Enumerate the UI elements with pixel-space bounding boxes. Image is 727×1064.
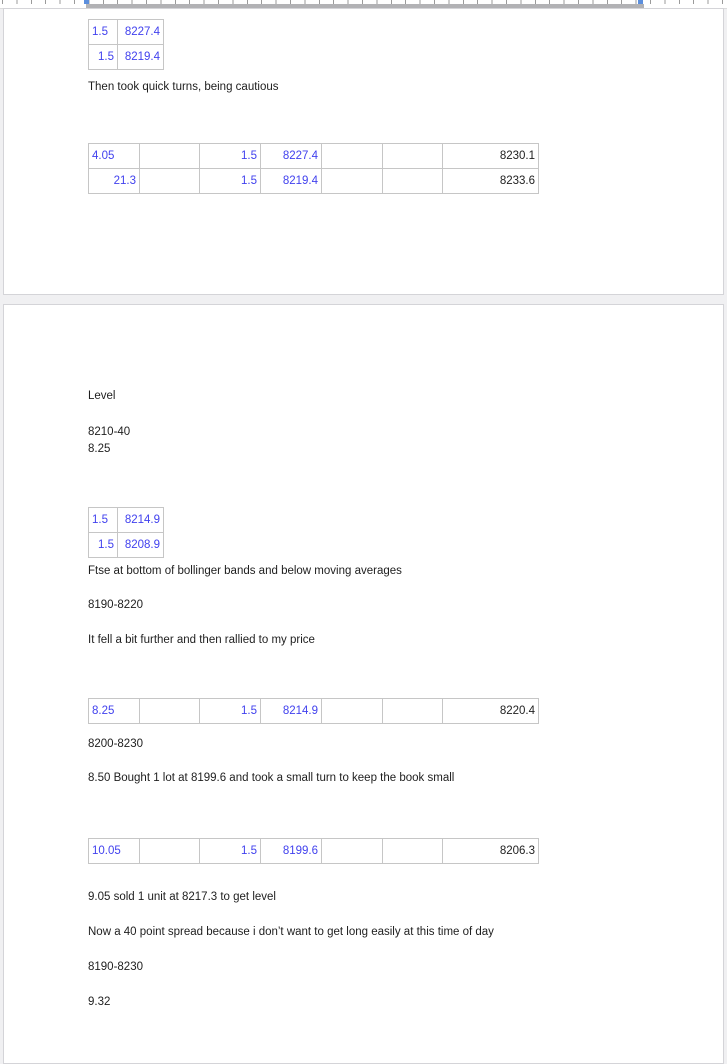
table-cell[interactable] — [383, 144, 443, 169]
trade-table-page2-a — [88, 698, 539, 724]
table-cell[interactable]: 8199.6 — [261, 839, 322, 864]
table-cell[interactable] — [140, 839, 200, 864]
table-row — [89, 45, 164, 70]
paragraph-range-a[interactable]: 8210-40 — [88, 426, 131, 438]
table-cell[interactable]: 8219.4 — [261, 169, 322, 194]
table-cell[interactable]: 8233.6 — [443, 169, 539, 194]
table-cell[interactable]: 8214.9 — [261, 699, 322, 724]
paragraph-range-c[interactable]: 8200-8230 — [88, 738, 143, 750]
paragraph-time-b[interactable]: 9.32 — [88, 996, 111, 1008]
table-cell[interactable]: 1.5 — [89, 533, 118, 558]
paragraph-sold[interactable]: 9.05 sold 1 unit at 8217.3 to get level — [88, 891, 276, 903]
ruler-indent-marker-right[interactable] — [638, 0, 643, 4]
table-cell[interactable]: 21.3 — [89, 169, 140, 194]
table-row — [89, 699, 539, 724]
table-cell[interactable] — [322, 144, 383, 169]
table-row — [89, 839, 539, 864]
table-row — [89, 169, 539, 194]
table-cell[interactable]: 8227.4 — [261, 144, 322, 169]
document-page-2 — [3, 304, 724, 1064]
paragraph-bought[interactable]: 8.50 Bought 1 lot at 8199.6 and took a small turn to keep the book small — [88, 772, 455, 784]
table-cell[interactable]: 1.5 — [200, 144, 261, 169]
paragraph-ftse[interactable]: Ftse at bottom of bollinger bands and below moving averages — [88, 565, 402, 577]
table-cell[interactable]: 1.5 — [200, 169, 261, 194]
table-row — [89, 144, 539, 169]
table-cell[interactable]: 1.5 — [200, 839, 261, 864]
table-cell[interactable] — [383, 699, 443, 724]
mini-trade-table-2 — [88, 507, 164, 558]
ruler-indent-marker-left[interactable] — [84, 0, 89, 4]
paragraph-range-d[interactable]: 8190-8230 — [88, 961, 143, 973]
table-row — [89, 20, 164, 45]
table-cell[interactable] — [322, 169, 383, 194]
table-cell[interactable]: 8230.1 — [443, 144, 539, 169]
table-row — [89, 508, 164, 533]
table-cell[interactable]: 1.5 — [89, 20, 118, 45]
paragraph-turns[interactable]: Then took quick turns, being cautious — [88, 81, 279, 93]
paragraph-level[interactable]: Level — [88, 390, 116, 402]
table-cell[interactable] — [383, 169, 443, 194]
table-cell[interactable]: 8214.9 — [118, 508, 164, 533]
table-cell[interactable]: 8227.4 — [118, 20, 164, 45]
table-cell[interactable]: 8.25 — [89, 699, 140, 724]
paragraph-spread[interactable]: Now a 40 point spread because i don’t want to get long easily at this time of day — [88, 926, 494, 938]
table-cell[interactable]: 4.05 — [89, 144, 140, 169]
table-cell[interactable] — [140, 144, 200, 169]
table-cell[interactable]: 8219.4 — [118, 45, 164, 70]
paragraph-fell[interactable]: It fell a bit further and then rallied to my price — [88, 634, 315, 646]
paragraph-time-a[interactable]: 8.25 — [88, 443, 111, 455]
table-cell[interactable]: 1.5 — [200, 699, 261, 724]
trade-table-page2-b — [88, 838, 539, 864]
table-cell[interactable]: 8206.3 — [443, 839, 539, 864]
table-cell[interactable]: 1.5 — [89, 45, 118, 70]
table-cell[interactable]: 1.5 — [89, 508, 118, 533]
table-cell[interactable] — [322, 699, 383, 724]
table-cell[interactable] — [322, 839, 383, 864]
table-cell[interactable] — [140, 169, 200, 194]
table-cell[interactable]: 8220.4 — [443, 699, 539, 724]
table-cell[interactable]: 10.05 — [89, 839, 140, 864]
mini-trade-table-1 — [88, 19, 164, 70]
table-cell[interactable]: 8208.9 — [118, 533, 164, 558]
paragraph-range-b[interactable]: 8190-8220 — [88, 599, 143, 611]
table-cell[interactable] — [383, 839, 443, 864]
table-row — [89, 533, 164, 558]
trade-table-page1 — [88, 143, 539, 194]
table-cell[interactable] — [140, 699, 200, 724]
document-page-1 — [3, 8, 724, 295]
